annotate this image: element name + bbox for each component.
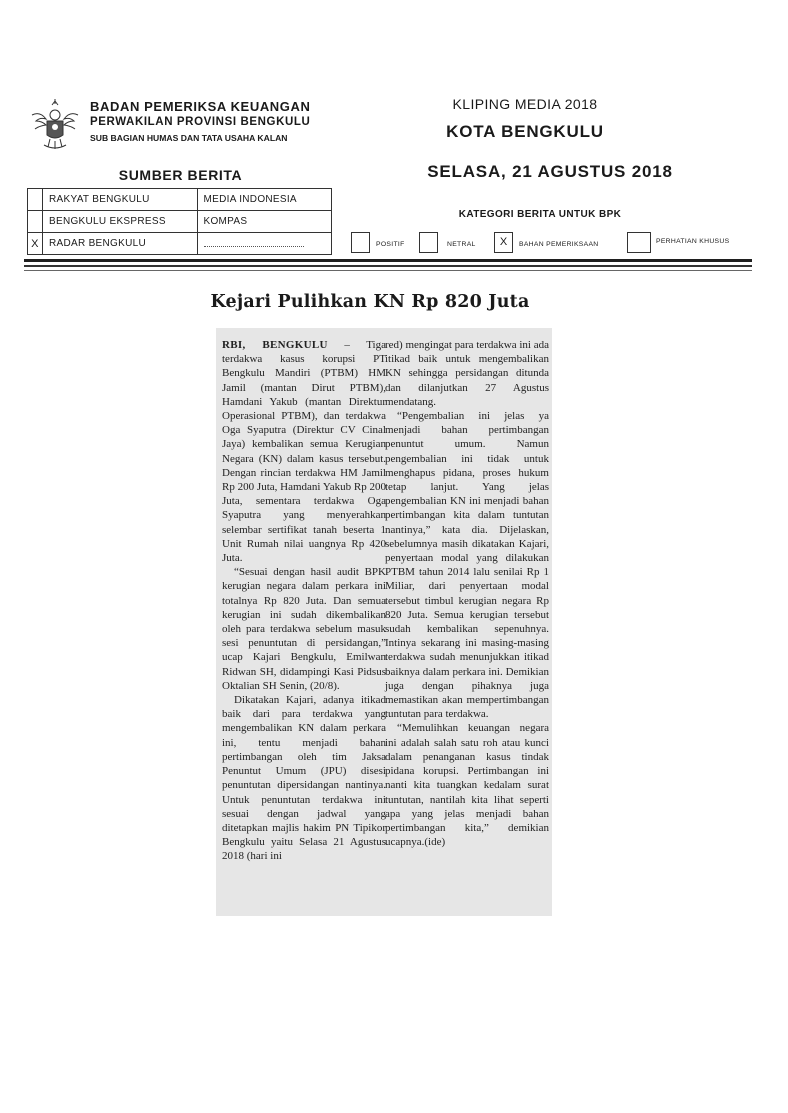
category-label-positif: POSITIF xyxy=(376,241,405,248)
sumber-berita-title: SUMBER BERITA xyxy=(118,167,243,183)
date-title: SELASA, 21 AGUSTUS 2018 xyxy=(427,162,673,181)
article-paragraph: red) mengingat para terdakwa ini ada itikad baik untuk mengembalikan KN sehingga persidangan ditunda dan dilanjutkan 27 Agustus mendatang. xyxy=(385,339,550,408)
article-text: – Tiga terdakwa kasus korupsi PT Bengkulu Mandiri (PTBM) HM Jamil (mantan Dirut PTBM), Hamdani Yakub (mantan Direktur Operasional PTBM), dan terdakwa Oga Syaputra (Direktur CV Cinal Jaya) kembalikan semua Kerugian Negara (KN) dalam kasus tersebut. Dengan rincian terdakwa HM Jamil Rp 200 Juta, Hamdani Yakub Rp 200 Juta, sementara terdakwa Oga Syaputra yang menyerahkan selembar sertifikat tanah beserta 1 Unit Rumah nilai uangnya Rp 420 Juta. xyxy=(222,339,386,565)
category-label-bahan-pemeriksaan: BAHAN PEMERIKSAAN xyxy=(519,241,599,248)
kategori-title: KATEGORI BERITA UNTUK BPK xyxy=(458,209,622,220)
category-checkbox-positif[interactable] xyxy=(351,232,370,253)
source-row xyxy=(28,189,332,211)
source-other-field[interactable] xyxy=(197,233,332,255)
article-paragraph: “Memulihkan keuangan negara ini adalah salah satu roh atau kunci dalam penanganan kasus tindak pidana korupsi. Pertimbangan ini nanti kita tuangkan kedalam surat tuntutan, nantilah kita lihat seperti apa yang jelas menjadi bahan pertimbangan kita,” demikian ucapnya.(ide) xyxy=(385,722,549,849)
source-table xyxy=(27,188,332,255)
header-rule xyxy=(24,265,752,267)
source-row xyxy=(28,233,332,255)
source-name: BENGKULU EKSPRESS xyxy=(43,211,198,233)
dotted-line xyxy=(204,238,304,247)
source-name: RADAR BENGKULU xyxy=(43,233,198,255)
org-branch: PERWAKILAN PROVINSI BENGKULU xyxy=(90,116,311,128)
source-row xyxy=(28,211,332,233)
org-name: BADAN PEMERIKSA KEUANGAN xyxy=(90,99,311,114)
category-label-perhatian-khusus: PERHATIAN KHUSUS xyxy=(656,238,730,245)
garuda-emblem-icon xyxy=(26,95,84,153)
category-checkbox-bahan-pemeriksaan[interactable]: X xyxy=(494,232,513,253)
article-headline: Kejari Pulihkan KN Rp 820 Juta xyxy=(210,292,530,312)
category-label-netral: NETRAL xyxy=(447,241,476,248)
article-paragraph: Dikatakan Kajari, adanya itikad baik dari para terdakwa yang mengembalikan KN dalam perkara ini, tentu menjadi bahan pertimbangan oleh tim Jaksa Penuntut Umum (JPU) disesi penuntutan dipersidangan nantinya. Untuk penuntutan terdakwa ini sesuai dengan jadwal yang ditetapkan majlis hakim PN Tipikor Bengkulu yaitu Selasa 21 Agustus 2018 (hari ini xyxy=(222,694,386,863)
article-paragraph xyxy=(222,338,386,565)
article-column-2 xyxy=(385,338,549,849)
header-rule xyxy=(24,270,752,271)
city-title: KOTA BENGKULU xyxy=(446,122,604,141)
source-name: RAKYAT BENGKULU xyxy=(43,189,198,211)
article-paragraph: “Sesuai dengan hasil audit BPK kerugian negara dalam perkara ini totalnya Rp 820 Juta. Dan semua kerugian ini sudah dikembalikan oleh para terdakwa sebelum masuk sesi penuntutan di persidangan,” ucap Kajari Bengkulu, Emilwan Ridwan SH, didampingi Kasi Pidsus Oktalian SH Senin, (20/8). xyxy=(222,566,386,692)
source-checkbox[interactable]: X xyxy=(28,233,43,255)
article-dateline: RBI, BENGKULU xyxy=(222,339,328,351)
article-column-1 xyxy=(222,338,386,864)
category-checkbox-perhatian-khusus[interactable] xyxy=(627,232,651,253)
org-dept: SUB BAGIAN HUMAS DAN TATA USAHA KALAN xyxy=(90,133,288,143)
header-rule xyxy=(24,259,752,262)
source-checkbox[interactable] xyxy=(28,211,43,233)
source-name: KOMPAS xyxy=(197,211,332,233)
article-paragraph: “Pengembalian ini jelas ya menjadi bahan pertimbangan penuntut umum. Namun pengembalian ini tidak untuk menghapus pidana, proses hukum tetap lanjut. Yang jelas pengembalian KN ini menjadi bahan pertimbangan kita dalam tuntutan nantinya,” kata dia. Dijelaskan, sebelumnya masih dikatakan Kajari, penyertaan modal yang dilakukan PTBM tahun 2014 lalu senilai Rp 1 Miliar, dari penyertaan modal tersebut timbul kerugian negara Rp 820 Juta. Semua kerugian tersebut sudah kembalikan sepenuhnya. Intinya sekarang ini masing-masing terdakwa sudah menunjukkan itikad baiknya dalam perkara ini. Demikian juga dengan pihaknya juga memastikan akan mempertimbangan tuntutan para terdakwa. xyxy=(385,410,549,721)
source-checkbox[interactable] xyxy=(28,189,43,211)
source-name: MEDIA INDONESIA xyxy=(197,189,332,211)
category-checkbox-netral[interactable] xyxy=(419,232,438,253)
kliping-title: KLIPING MEDIA 2018 xyxy=(452,96,598,112)
